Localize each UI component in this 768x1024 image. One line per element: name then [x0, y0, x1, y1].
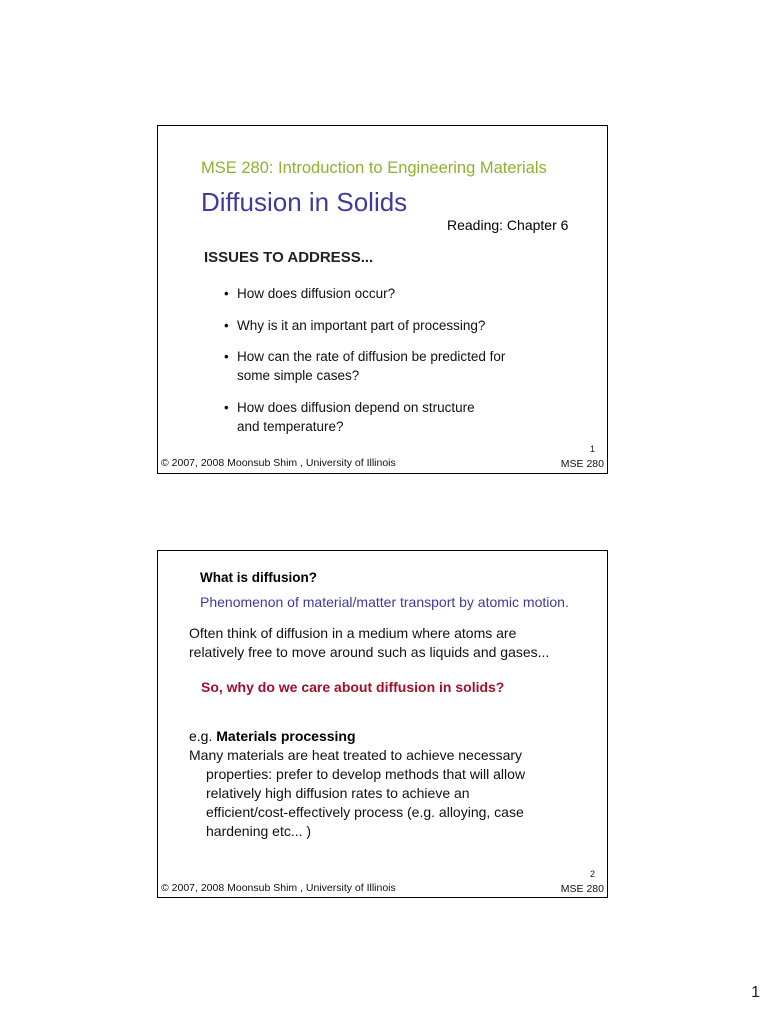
bullet-text-continued: and temperature? [237, 419, 344, 434]
bullet-text: How does diffusion depend on structure [237, 400, 475, 415]
paragraph-line: Many materials are heat treated to achieve necessary [189, 747, 523, 763]
slide-title: Diffusion in Solids [201, 187, 408, 217]
paragraph-line: Often think of diffusion in a medium where atoms are [189, 625, 517, 641]
definition-text: Phenomenon of material/matter transport by atomic motion. [200, 594, 569, 610]
bullet-item [224, 284, 395, 303]
bullet-glyph: • [224, 286, 229, 301]
course-code: MSE 280 [560, 458, 604, 470]
slide-number: 2 [589, 869, 595, 879]
paragraph-line: relatively free to move around such as liquids and gases... [189, 644, 550, 660]
reading-assignment: Reading: Chapter 6 [447, 217, 569, 233]
bullet-text: How does diffusion occur? [237, 286, 396, 301]
course-code: MSE 280 [560, 883, 604, 895]
page-number: 1 [751, 984, 760, 1001]
paragraph-line: properties: prefer to develop methods that will allow [206, 766, 526, 782]
issues-heading: ISSUES TO ADDRESS... [204, 249, 374, 266]
paragraph-line: relatively high diffusion rates to achieve an [206, 785, 470, 801]
bullet-text: How can the rate of diffusion be predicted for [237, 349, 506, 364]
copyright-footer: © 2007, 2008 Moonsub Shim , University of Illinois [161, 457, 396, 469]
slide-2 [157, 550, 608, 898]
bullet-glyph: • [224, 349, 229, 364]
bullet-item [224, 398, 475, 436]
slide-1 [157, 125, 608, 474]
processing-paragraph [189, 746, 589, 841]
paragraph-line: hardening etc... ) [206, 823, 312, 839]
slide-number: 1 [589, 444, 595, 454]
example-heading [189, 728, 356, 744]
course-title: MSE 280: Introduction to Engineering Materials [201, 159, 547, 177]
bullet-glyph: • [224, 318, 229, 333]
bullet-item [224, 347, 505, 385]
paragraph-line: efficient/cost-effectively process (e.g. alloying, case [206, 804, 524, 820]
key-question: So, why do we care about diffusion in solids? [201, 679, 505, 695]
question-heading: What is diffusion? [200, 570, 317, 585]
example-topic: Materials processing [216, 728, 356, 744]
bullet-text: Why is it an important part of processing? [237, 318, 486, 333]
example-prefix: e.g. [189, 728, 213, 744]
intro-paragraph [189, 624, 549, 662]
bullet-glyph: • [224, 400, 229, 415]
bullet-text-continued: some simple cases? [237, 368, 360, 383]
bullet-item [224, 316, 485, 335]
copyright-footer: © 2007, 2008 Moonsub Shim , University of Illinois [161, 882, 396, 894]
